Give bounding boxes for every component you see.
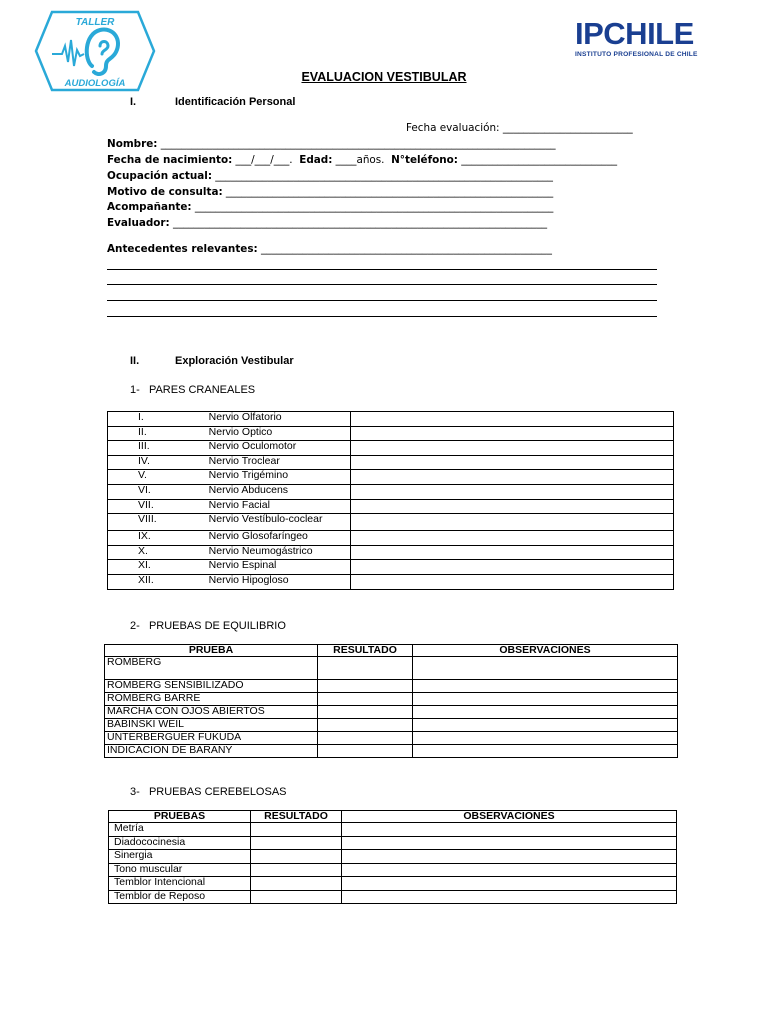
observaciones-cell[interactable] bbox=[413, 745, 678, 758]
prueba-name: ROMBERG SENSIBILIZADO bbox=[105, 680, 318, 693]
antecedentes-blank: ________________________________________________________ bbox=[257, 243, 552, 255]
section1-number: I. bbox=[130, 96, 137, 108]
acompanante-blank: _____________________________________________________________________ bbox=[191, 201, 554, 213]
table-row bbox=[108, 499, 674, 514]
ipchile-logo bbox=[575, 18, 727, 64]
prueba-name: ROMBERG BARRE bbox=[105, 693, 318, 706]
observaciones-cell[interactable] bbox=[342, 850, 677, 864]
nerve-result-cell[interactable] bbox=[350, 560, 673, 575]
nerve-number: VI. bbox=[108, 484, 207, 499]
ocupacion-label: Ocupación actual: bbox=[107, 170, 212, 182]
observaciones-cell[interactable] bbox=[342, 890, 677, 904]
nacimiento-label: Fecha de nacimiento: bbox=[107, 154, 233, 166]
nerve-number: V. bbox=[108, 470, 207, 485]
nerve-result-cell[interactable] bbox=[350, 412, 673, 427]
table-row bbox=[105, 745, 678, 758]
nerve-number: IX. bbox=[108, 531, 207, 546]
ocupacion-field[interactable] bbox=[107, 170, 663, 183]
nerve-name: Nervio Hipogloso bbox=[207, 574, 351, 589]
table-row bbox=[109, 890, 677, 904]
edad-label: Edad: bbox=[299, 154, 333, 166]
nerve-name: Nervio Glosofaríngeo bbox=[207, 531, 351, 546]
observaciones-cell[interactable] bbox=[342, 877, 677, 891]
telefono-blank: ______________________________ bbox=[457, 154, 618, 166]
nerve-result-cell[interactable] bbox=[350, 441, 673, 456]
nerve-name: Nervio Vestíbulo-coclear bbox=[207, 514, 351, 531]
pares-craneales-heading: 1- PARES CRANEALES bbox=[130, 384, 256, 396]
nerve-result-cell[interactable] bbox=[350, 574, 673, 589]
table-row bbox=[108, 455, 674, 470]
resultado-cell[interactable] bbox=[251, 836, 342, 850]
prueba-name: ROMBERG bbox=[105, 657, 318, 680]
table-row bbox=[105, 719, 678, 732]
antecedentes-label: Antecedentes relevantes: bbox=[107, 243, 258, 255]
acompanante-label: Acompañante: bbox=[107, 201, 192, 213]
nerve-number: XI. bbox=[108, 560, 207, 575]
table-row bbox=[109, 850, 677, 864]
table-row bbox=[108, 470, 674, 485]
table-row bbox=[105, 657, 678, 680]
evaluador-field[interactable] bbox=[107, 217, 663, 230]
observaciones-cell[interactable] bbox=[413, 680, 678, 693]
table-row bbox=[105, 706, 678, 719]
col-observaciones: OBSERVACIONES bbox=[342, 811, 677, 823]
table-row bbox=[108, 514, 674, 531]
resultado-cell[interactable] bbox=[251, 890, 342, 904]
prueba-name: Temblor Intencional bbox=[109, 877, 251, 891]
antecedentes-line[interactable] bbox=[107, 284, 657, 285]
motivo-field[interactable] bbox=[107, 186, 663, 199]
nerve-result-cell[interactable] bbox=[350, 531, 673, 546]
acompanante-field[interactable] bbox=[107, 201, 663, 214]
resultado-cell[interactable] bbox=[318, 706, 413, 719]
motivo-label: Motivo de consulta: bbox=[107, 186, 223, 198]
nerve-result-cell[interactable] bbox=[350, 470, 673, 485]
resultado-cell[interactable] bbox=[251, 850, 342, 864]
nerve-name: Nervio Optico bbox=[207, 426, 351, 441]
nerve-name: Nervio Abducens bbox=[207, 484, 351, 499]
observaciones-cell[interactable] bbox=[413, 706, 678, 719]
resultado-cell[interactable] bbox=[318, 732, 413, 745]
antecedentes-line[interactable] bbox=[107, 300, 657, 301]
col-observaciones: OBSERVACIONES bbox=[413, 645, 678, 657]
table-row bbox=[108, 574, 674, 589]
table-row bbox=[109, 863, 677, 877]
table-row bbox=[109, 823, 677, 837]
observaciones-cell[interactable] bbox=[413, 732, 678, 745]
resultado-cell[interactable] bbox=[318, 657, 413, 680]
resultado-cell[interactable] bbox=[318, 719, 413, 732]
page-title: EVALUACION VESTIBULAR bbox=[301, 70, 467, 84]
antecedentes-field[interactable] bbox=[107, 243, 663, 256]
nerve-result-cell[interactable] bbox=[350, 514, 673, 531]
equilibrio-table bbox=[104, 644, 678, 758]
nerve-result-cell[interactable] bbox=[350, 545, 673, 560]
section2-number: II. bbox=[130, 355, 140, 367]
pares-craneales-table bbox=[107, 411, 674, 590]
table-row bbox=[109, 836, 677, 850]
table-row bbox=[105, 680, 678, 693]
nerve-result-cell[interactable] bbox=[350, 426, 673, 441]
observaciones-cell[interactable] bbox=[413, 719, 678, 732]
nacimiento-blank: ___/___/___. bbox=[232, 154, 300, 166]
nombre-blank: ____________________________________________________________________________ bbox=[157, 138, 556, 150]
edad-blank: ____años. bbox=[332, 154, 392, 166]
antecedentes-line[interactable] bbox=[107, 316, 657, 317]
observaciones-cell[interactable] bbox=[413, 693, 678, 706]
ocupacion-blank: _________________________________________________________________ bbox=[211, 170, 553, 182]
nerve-name: Nervio Trigémino bbox=[207, 470, 351, 485]
prueba-name: Temblor de Reposo bbox=[109, 890, 251, 904]
evaluador-label: Evaluador: bbox=[107, 217, 170, 229]
observaciones-cell[interactable] bbox=[342, 823, 677, 837]
nerve-number: VII. bbox=[108, 499, 207, 514]
table-row bbox=[108, 412, 674, 427]
nerve-name: Nervio Troclear bbox=[207, 455, 351, 470]
nerve-number: VIII. bbox=[108, 514, 207, 531]
nerve-name: Nervio Neumogástrico bbox=[207, 545, 351, 560]
col-prueba: PRUEBA bbox=[105, 645, 318, 657]
ipchile-subtitle: INSTITUTO PROFESIONAL DE CHILE bbox=[575, 51, 698, 58]
section1-title: Identificación Personal bbox=[175, 96, 296, 108]
nombre-label: Nombre: bbox=[107, 138, 158, 150]
nerve-number: XII. bbox=[108, 574, 207, 589]
motivo-blank: _______________________________________________________________ bbox=[222, 186, 554, 198]
nerve-name: Nervio Oculomotor bbox=[207, 441, 351, 456]
nerve-name: Nervio Facial bbox=[207, 499, 351, 514]
nerve-number: III. bbox=[108, 441, 207, 456]
resultado-cell[interactable] bbox=[251, 823, 342, 837]
cerebelosas-table bbox=[108, 810, 677, 904]
prueba-name: Diadococinesia bbox=[109, 836, 251, 850]
table-row bbox=[108, 531, 674, 546]
ipchile-brand: IPCHILE bbox=[575, 16, 694, 51]
table-row bbox=[108, 545, 674, 560]
nombre-field[interactable] bbox=[107, 138, 663, 151]
resultado-cell[interactable] bbox=[251, 863, 342, 877]
section2-title: Exploración Vestibular bbox=[175, 355, 294, 367]
observaciones-cell[interactable] bbox=[342, 836, 677, 850]
resultado-cell[interactable] bbox=[318, 745, 413, 758]
nerve-number: I. bbox=[108, 412, 207, 427]
prueba-name: Sinergia bbox=[109, 850, 251, 864]
table-row bbox=[108, 560, 674, 575]
prueba-name: BABINSKI WEIL bbox=[105, 719, 318, 732]
col-resultado: RESULTADO bbox=[318, 645, 413, 657]
col-resultado: RESULTADO bbox=[251, 811, 342, 823]
prueba-name: Metría bbox=[109, 823, 251, 837]
nerve-number: X. bbox=[108, 545, 207, 560]
table-row bbox=[108, 426, 674, 441]
evaluador-blank: ________________________________________________________________________ bbox=[169, 217, 548, 229]
table-row bbox=[108, 441, 674, 456]
pruebas-cerebelosas-heading: 3- PRUEBAS CEREBELOSAS bbox=[130, 786, 287, 798]
prueba-name: Tono muscular bbox=[109, 863, 251, 877]
table-row bbox=[105, 693, 678, 706]
resultado-cell[interactable] bbox=[318, 680, 413, 693]
table-row bbox=[109, 877, 677, 891]
observaciones-cell[interactable] bbox=[413, 657, 678, 680]
logo-top-text: TALLER bbox=[75, 17, 115, 28]
nerve-number: II. bbox=[108, 426, 207, 441]
observaciones-cell[interactable] bbox=[342, 863, 677, 877]
nerve-name: Nervio Olfatorio bbox=[207, 412, 351, 427]
antecedentes-line[interactable] bbox=[107, 269, 657, 270]
nerve-name: Nervio Espinal bbox=[207, 560, 351, 575]
pruebas-equilibrio-heading: 2- PRUEBAS DE EQUILIBRIO bbox=[130, 620, 286, 632]
prueba-name: UNTERBERGUER FUKUDA bbox=[105, 732, 318, 745]
prueba-name: MARCHA CON OJOS ABIERTOS bbox=[105, 706, 318, 719]
col-pruebas: PRUEBAS bbox=[109, 811, 251, 823]
nerve-result-cell[interactable] bbox=[350, 455, 673, 470]
resultado-cell[interactable] bbox=[251, 877, 342, 891]
table-row bbox=[108, 484, 674, 499]
nerve-number: IV. bbox=[108, 455, 207, 470]
nacimiento-field[interactable] bbox=[107, 154, 663, 167]
nerve-result-cell[interactable] bbox=[350, 484, 673, 499]
logo-bottom-text: AUDIOLOGÍA bbox=[64, 78, 126, 89]
telefono-label: N°teléfono: bbox=[391, 154, 458, 166]
resultado-cell[interactable] bbox=[318, 693, 413, 706]
fecha-evaluacion-field[interactable]: Fecha evaluación: _________________________ bbox=[406, 122, 633, 134]
nerve-result-cell[interactable] bbox=[350, 499, 673, 514]
table-row bbox=[105, 732, 678, 745]
prueba-name: INDICACION DE BARANY bbox=[105, 745, 318, 758]
